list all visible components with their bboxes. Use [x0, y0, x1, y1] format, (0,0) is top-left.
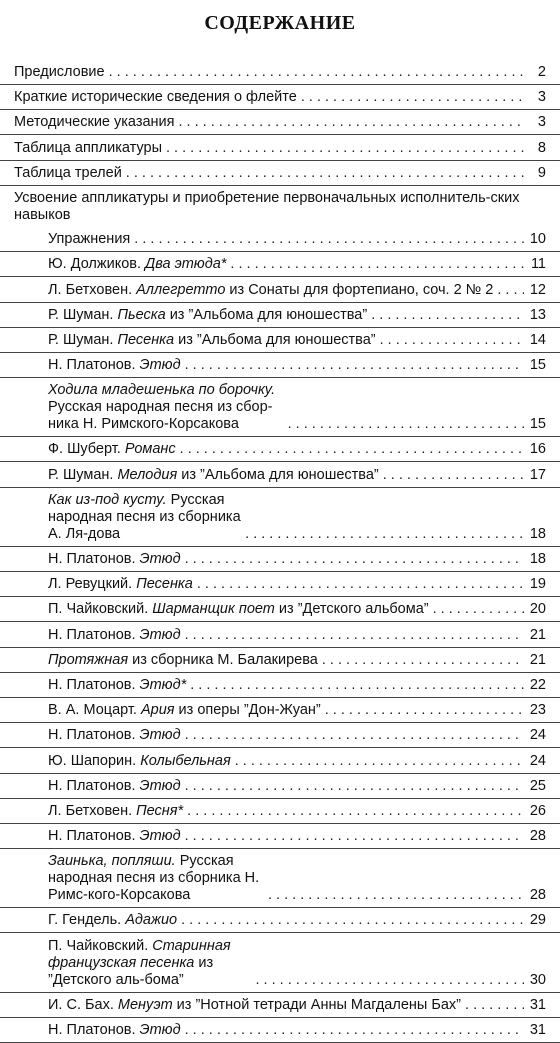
dot-leader — [185, 727, 524, 744]
dot-leader — [371, 307, 524, 324]
toc-entry — [0, 492, 560, 547]
page-number: 15 — [529, 416, 546, 433]
entry-title — [48, 938, 252, 989]
entry-title-text: Н. Платонов. — [48, 551, 140, 567]
entry-title-text: из Сонаты для фортепиано, соч. 2 № 2 — [225, 281, 494, 298]
entry-title — [14, 165, 122, 182]
entry-title-text: Н. Платонов. — [48, 626, 140, 643]
entry-title — [48, 601, 429, 618]
entry-title-text: Л. Бетховен. — [48, 802, 137, 819]
entry-title-italic: Аллегретто — [136, 281, 226, 298]
entry-title-text: Л. Ревуцкий. — [48, 576, 137, 593]
entry-title-text: Р. Шуман. — [48, 306, 118, 323]
dot-leader — [187, 803, 524, 820]
entry-title — [14, 114, 175, 131]
entry-title-text: Н. Платонов. — [48, 1022, 140, 1038]
entry-title-italic: Пьеска — [117, 306, 166, 323]
page-number: 18 — [529, 525, 546, 542]
page-number: 24 — [529, 752, 546, 769]
entry-title — [48, 307, 367, 324]
page-number: 31 — [529, 996, 546, 1013]
page-number: 14 — [529, 331, 546, 348]
toc-entry — [0, 912, 560, 933]
entry-title-text: Русская народная песня из сборника Н. Римс-кого-Корсакова — [48, 853, 260, 904]
toc-entry — [0, 1022, 560, 1043]
entry-title — [48, 441, 176, 458]
page-number: 15 — [529, 357, 546, 374]
entry-title — [48, 492, 241, 543]
entry-title-italic: Песня* — [136, 802, 184, 819]
toc-entry — [0, 652, 560, 673]
page-number: 25 — [529, 777, 546, 794]
entry-title — [48, 912, 177, 929]
toc-entry — [0, 231, 560, 252]
entry-title-text: Русская народная песня из сбор-ника Н. Римского-Корсакова — [48, 399, 273, 433]
dot-leader — [383, 467, 524, 484]
entry-title-italic: Этюд — [139, 551, 181, 567]
toc-entry — [0, 803, 560, 824]
toc-entry — [0, 853, 560, 908]
entry-title-italic: Колыбельная — [140, 752, 231, 769]
toc-entry — [0, 256, 560, 277]
dot-leader — [380, 332, 524, 349]
toc-entry — [0, 332, 560, 353]
dot-leader — [230, 256, 524, 273]
entry-title-italic: Менуэт — [117, 996, 173, 1013]
entry-title-text: Предисловие — [14, 64, 105, 80]
entry-title-italic: Ария — [140, 702, 175, 719]
toc-entry — [0, 64, 560, 85]
toc-entry — [0, 282, 560, 303]
entry-title-italic: Этюд — [139, 828, 181, 845]
entry-title — [48, 357, 181, 374]
page-number: 21 — [529, 651, 546, 668]
entry-title-italic: Мелодия — [117, 466, 178, 483]
entry-title-text: из ”Альбома для юношества” — [177, 466, 379, 483]
entry-title-italic: Этюд — [139, 1022, 181, 1038]
entry-title — [48, 282, 493, 299]
entry-title-text: В. А. Моцарт. — [48, 702, 141, 719]
entry-title-text: из ”Альбома для юношества” — [165, 306, 368, 323]
dot-leader — [185, 627, 524, 644]
toc-entry — [0, 307, 560, 328]
toc-entry — [0, 702, 560, 723]
dot-leader — [185, 357, 524, 374]
entry-title — [48, 727, 181, 744]
entry-title — [48, 627, 181, 644]
entry-title — [48, 778, 181, 795]
entry-title-italic: Этюд — [139, 626, 181, 643]
page-number: 11 — [530, 256, 546, 273]
toc-entry — [0, 828, 560, 849]
toc-entry — [0, 357, 560, 378]
entry-title-text: Н. Платонов. — [48, 828, 140, 845]
page-number: 12 — [529, 281, 546, 298]
entry-title-text: П. Чайковский. — [48, 937, 153, 954]
toc-entry — [0, 627, 560, 648]
page-number: 19 — [529, 576, 546, 593]
dot-leader — [235, 753, 524, 770]
dot-leader — [185, 551, 524, 568]
toc-entry — [0, 140, 560, 161]
dot-leader — [109, 64, 524, 81]
toc-entry — [0, 727, 560, 748]
dot-leader — [166, 140, 524, 157]
entry-title — [48, 467, 379, 484]
page-number: 8 — [537, 139, 546, 156]
page-number: 21 — [529, 626, 546, 643]
page-number: 3 — [537, 114, 546, 131]
entry-title-text: Н. Платонов. — [48, 777, 140, 794]
dot-leader — [322, 652, 524, 669]
dot-leader — [180, 441, 524, 458]
dot-leader — [288, 416, 524, 433]
entry-title-text: из ”Детского альбома” — [274, 601, 429, 618]
page-number: 31 — [529, 1022, 546, 1038]
entry-title-text: Ф. Шуберт. — [48, 441, 125, 458]
toc-entry — [0, 382, 560, 437]
entry-title-italic: Старинная французская песенка — [48, 937, 231, 971]
toc-entry — [0, 114, 560, 135]
page-number: 17 — [529, 466, 546, 483]
toc-entry — [0, 778, 560, 799]
entry-title-text: Краткие исторические сведения о флейте — [14, 89, 297, 106]
entry-title-text: Р. Шуман. — [48, 466, 118, 483]
dot-leader — [179, 114, 525, 131]
dot-leader — [190, 677, 524, 694]
dot-leader — [245, 526, 524, 543]
page-number: 9 — [537, 164, 546, 181]
page-number: 16 — [529, 441, 546, 458]
entry-title-text: из сборника М. Балакирева — [128, 651, 318, 668]
dot-leader — [126, 165, 524, 182]
page-number: 30 — [529, 971, 546, 988]
dot-leader — [185, 828, 524, 845]
entry-title-italic: Протяжная — [48, 651, 129, 668]
entry-title-text: из ”Альбома для юношества” — [174, 331, 376, 348]
entry-title-italic: Песенка — [117, 331, 175, 348]
entry-title — [48, 702, 321, 719]
entry-title — [48, 332, 376, 349]
entry-title-text: П. Чайковский. — [48, 601, 153, 618]
toc-entry — [0, 467, 560, 488]
page-number: 23 — [529, 702, 546, 719]
page-number: 18 — [529, 551, 546, 567]
entry-title-text: И. С. Бах. — [48, 996, 118, 1013]
entry-title-text: Н. Платонов. — [48, 676, 140, 693]
dot-leader — [465, 997, 524, 1014]
entry-title — [48, 382, 284, 433]
entry-title-italic: Этюд — [139, 357, 181, 374]
entry-title — [14, 140, 162, 157]
toc-entry — [0, 938, 560, 993]
entry-title — [48, 803, 183, 820]
page-number: 28 — [529, 887, 546, 904]
entry-title-italic: Как из-под кусту. — [48, 491, 167, 508]
entry-title-text: Ю. Должиков. — [48, 256, 146, 273]
entry-title-text: Ю. Шапорин. — [48, 752, 141, 769]
entry-title-text: Усвоение аппликатуры и приобретение первоначальных исполнитель-ских навыков — [14, 189, 520, 223]
page-number: 3 — [537, 89, 546, 106]
toc-entry — [0, 576, 560, 597]
entry-title — [48, 231, 130, 248]
entry-title — [48, 551, 181, 568]
dot-leader — [268, 887, 524, 904]
entry-title — [48, 753, 231, 770]
page-number: 10 — [529, 231, 546, 248]
dot-leader — [256, 972, 525, 989]
entry-title-italic: Адажио — [125, 912, 178, 929]
entry-title-italic: Шарманщик поет — [152, 601, 275, 618]
dot-leader — [325, 702, 524, 719]
page-number: 28 — [529, 828, 546, 845]
entry-title-text: Русская народная песня из сборника А. Ля-дова — [48, 491, 241, 542]
entry-title — [14, 89, 297, 106]
toc-entry — [0, 753, 560, 774]
page-number: 29 — [529, 912, 546, 929]
entry-title-italic: Романс — [124, 441, 176, 458]
toc-entry — [0, 677, 560, 698]
entry-title-text: Таблица трелей — [14, 164, 122, 181]
entry-title-text: из оперы ”Дон-Жуан” — [174, 702, 321, 719]
page-title: СОДЕРЖАНИЕ — [204, 12, 356, 34]
entry-title-text: Упражнения — [48, 231, 131, 248]
entry-title-text: Н. Платонов. — [48, 727, 140, 744]
dot-leader — [185, 778, 524, 795]
entry-title-text: Г. Гендель. — [48, 912, 126, 929]
entry-title — [48, 677, 186, 694]
entry-title — [48, 997, 461, 1014]
dot-leader — [301, 89, 524, 106]
entry-title-italic: Песенка — [136, 576, 193, 593]
dot-leader — [197, 576, 524, 593]
entry-title — [48, 652, 318, 669]
dot-leader — [134, 231, 524, 248]
entry-title — [48, 853, 264, 904]
toc-entry — [0, 89, 560, 110]
entry-title — [48, 828, 181, 845]
entry-title-italic: Заинька, попляши. — [48, 853, 176, 870]
entry-title — [14, 64, 105, 81]
dot-leader — [433, 601, 524, 618]
page-number: 26 — [529, 802, 546, 819]
toc-entry — [0, 997, 560, 1018]
entry-title-italic: Этюд* — [139, 676, 187, 693]
page-number: 24 — [529, 727, 546, 744]
page-number: 13 — [529, 306, 546, 323]
entry-title-text: Методические указания — [14, 114, 175, 131]
toc-entry — [0, 165, 560, 186]
entry-title — [48, 1022, 181, 1039]
toc-entry — [0, 190, 560, 227]
page-number: 22 — [529, 676, 546, 693]
toc-entry — [0, 601, 560, 622]
entry-title-text: из ”Нотной тетради Анны Магдалены Бах” — [172, 996, 462, 1013]
entry-title-text: из ”Детского аль-бома” — [48, 954, 214, 988]
entry-title-text: Таблица аппликатуры — [14, 139, 162, 156]
entry-title-text: Р. Шуман. — [48, 331, 118, 348]
entry-title-text: Н. Платонов. — [48, 357, 140, 374]
page-number: 2 — [537, 64, 546, 80]
dot-leader — [185, 1022, 524, 1039]
toc-entry — [0, 441, 560, 462]
entry-title-italic: Этюд — [139, 727, 181, 744]
entry-title-italic: Ходила младешенька по борочку. — [48, 382, 276, 399]
dot-leader — [497, 282, 524, 299]
entry-title-italic: Два этюда* — [145, 256, 227, 273]
dot-leader — [181, 912, 524, 929]
entry-title — [48, 576, 193, 593]
table-of-contents — [0, 64, 560, 1043]
entry-title — [14, 190, 546, 224]
entry-title — [48, 256, 226, 273]
entry-title-text: Л. Бетховен. — [48, 281, 137, 298]
toc-entry — [0, 551, 560, 572]
page-number: 20 — [529, 601, 546, 618]
entry-title-italic: Этюд — [139, 777, 181, 794]
